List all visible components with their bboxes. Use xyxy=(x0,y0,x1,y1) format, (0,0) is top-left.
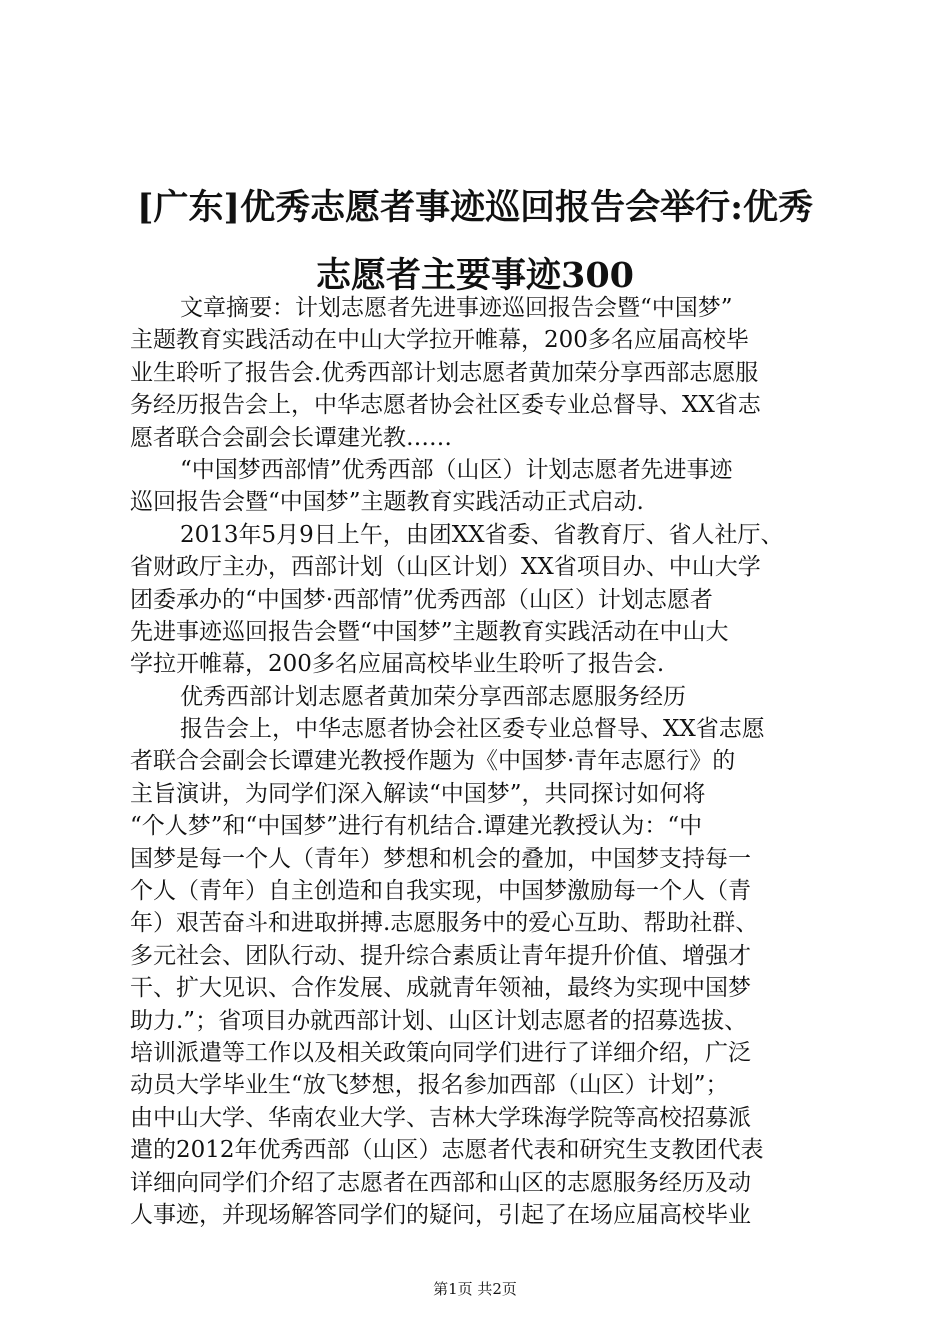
body-line: 人事迹，并现场解答同学们的疑问，引起了在场应届高校毕业 xyxy=(130,1201,751,1228)
body-line: 培训派遣等工作以及相关政策向同学们进行了详细介绍，广泛 xyxy=(130,1039,751,1066)
document-body xyxy=(130,292,830,1231)
body-line: 国梦是每一个人（青年）梦想和机会的叠加，中国梦支持每一 xyxy=(130,845,751,872)
body-line: 遣的2012年优秀西部（山区）志愿者代表和研究生支教团代表 xyxy=(130,1137,764,1164)
body-line: 务经历报告会上，中华志愿者协会社区委专业总督导、XX省志 xyxy=(130,392,761,419)
body-line: 巡回报告会暨“中国梦”主题教育实践活动正式启动. xyxy=(130,489,644,516)
body-line: 报告会上，中华志愿者协会社区委专业总督导、XX省志愿 xyxy=(180,716,765,743)
body-line: 业生聆听了报告会.优秀西部计划志愿者黄加荣分享西部志愿服 xyxy=(130,359,759,386)
body-line: 助力.”；省项目办就西部计划、山区计划志愿者的招募选拔、 xyxy=(130,1007,748,1034)
body-line: 多元社会、团队行动、提升综合素质让青年提升价值、增强才 xyxy=(130,942,751,969)
body-line: “个人梦”和“中国梦”进行有机结合.谭建光教授认为：“中 xyxy=(130,813,703,840)
document-title-line-1: [广东]优秀志愿者事迹巡回报告会举行:优秀 xyxy=(136,187,814,228)
body-line: 先进事迹巡回报告会暨“中国梦”主题教育实践活动在中山大 xyxy=(130,618,729,645)
body-line: 主旨演讲，为同学们深入解读“中国梦”，共同探讨如何将 xyxy=(130,780,706,807)
body-line: “中国梦西部情”优秀西部（山区）计划志愿者先进事迹 xyxy=(180,456,733,483)
body-line: 主题教育实践活动在中山大学拉开帷幕，200多名应届高校毕 xyxy=(130,327,749,354)
body-line: 2013年5月9日上午，由团XX省委、省教育厅、省人社厅、 xyxy=(180,521,784,548)
page-number-footer: 第1页 共2页 xyxy=(433,1280,517,1298)
body-line: 优秀西部计划志愿者黄加荣分享西部志愿服务经历 xyxy=(180,683,686,710)
body-line: 详细向同学们介绍了志愿者在西部和山区的志愿服务经历及动 xyxy=(130,1169,751,1196)
body-line: 团委承办的“中国梦·西部情”优秀西部（山区）计划志愿者 xyxy=(130,586,713,613)
body-line: 愿者联合会副会长谭建光教…… xyxy=(130,424,452,451)
body-line: 年）艰苦奋斗和进取拼搏.志愿服务中的爱心互助、帮助社群、 xyxy=(130,910,759,937)
body-line: 动员大学毕业生“放飞梦想，报名参加西部（山区）计划”； xyxy=(130,1072,729,1099)
body-line: 文章摘要：计划志愿者先进事迹巡回报告会暨“中国梦” xyxy=(180,295,733,321)
body-line: 学拉开帷幕，200多名应届高校毕业生聆听了报告会. xyxy=(130,651,665,678)
document-title-line-2: 志愿者主要事迹300 xyxy=(315,255,635,296)
body-line: 由中山大学、华南农业大学、吉林大学珠海学院等高校招募派 xyxy=(130,1104,751,1131)
body-line: 者联合会副会长谭建光教授作题为《中国梦·青年志愿行》的 xyxy=(130,748,736,775)
body-line: 干、扩大见识、合作发展、成就青年领袖，最终为实现中国梦 xyxy=(130,975,751,1002)
body-line: 省财政厅主办，西部计划（山区计划）XX省项目办、中山大学 xyxy=(130,554,761,581)
body-line: 个人（青年）自主创造和自我实现，中国梦激励每一个人（青 xyxy=(130,878,751,905)
